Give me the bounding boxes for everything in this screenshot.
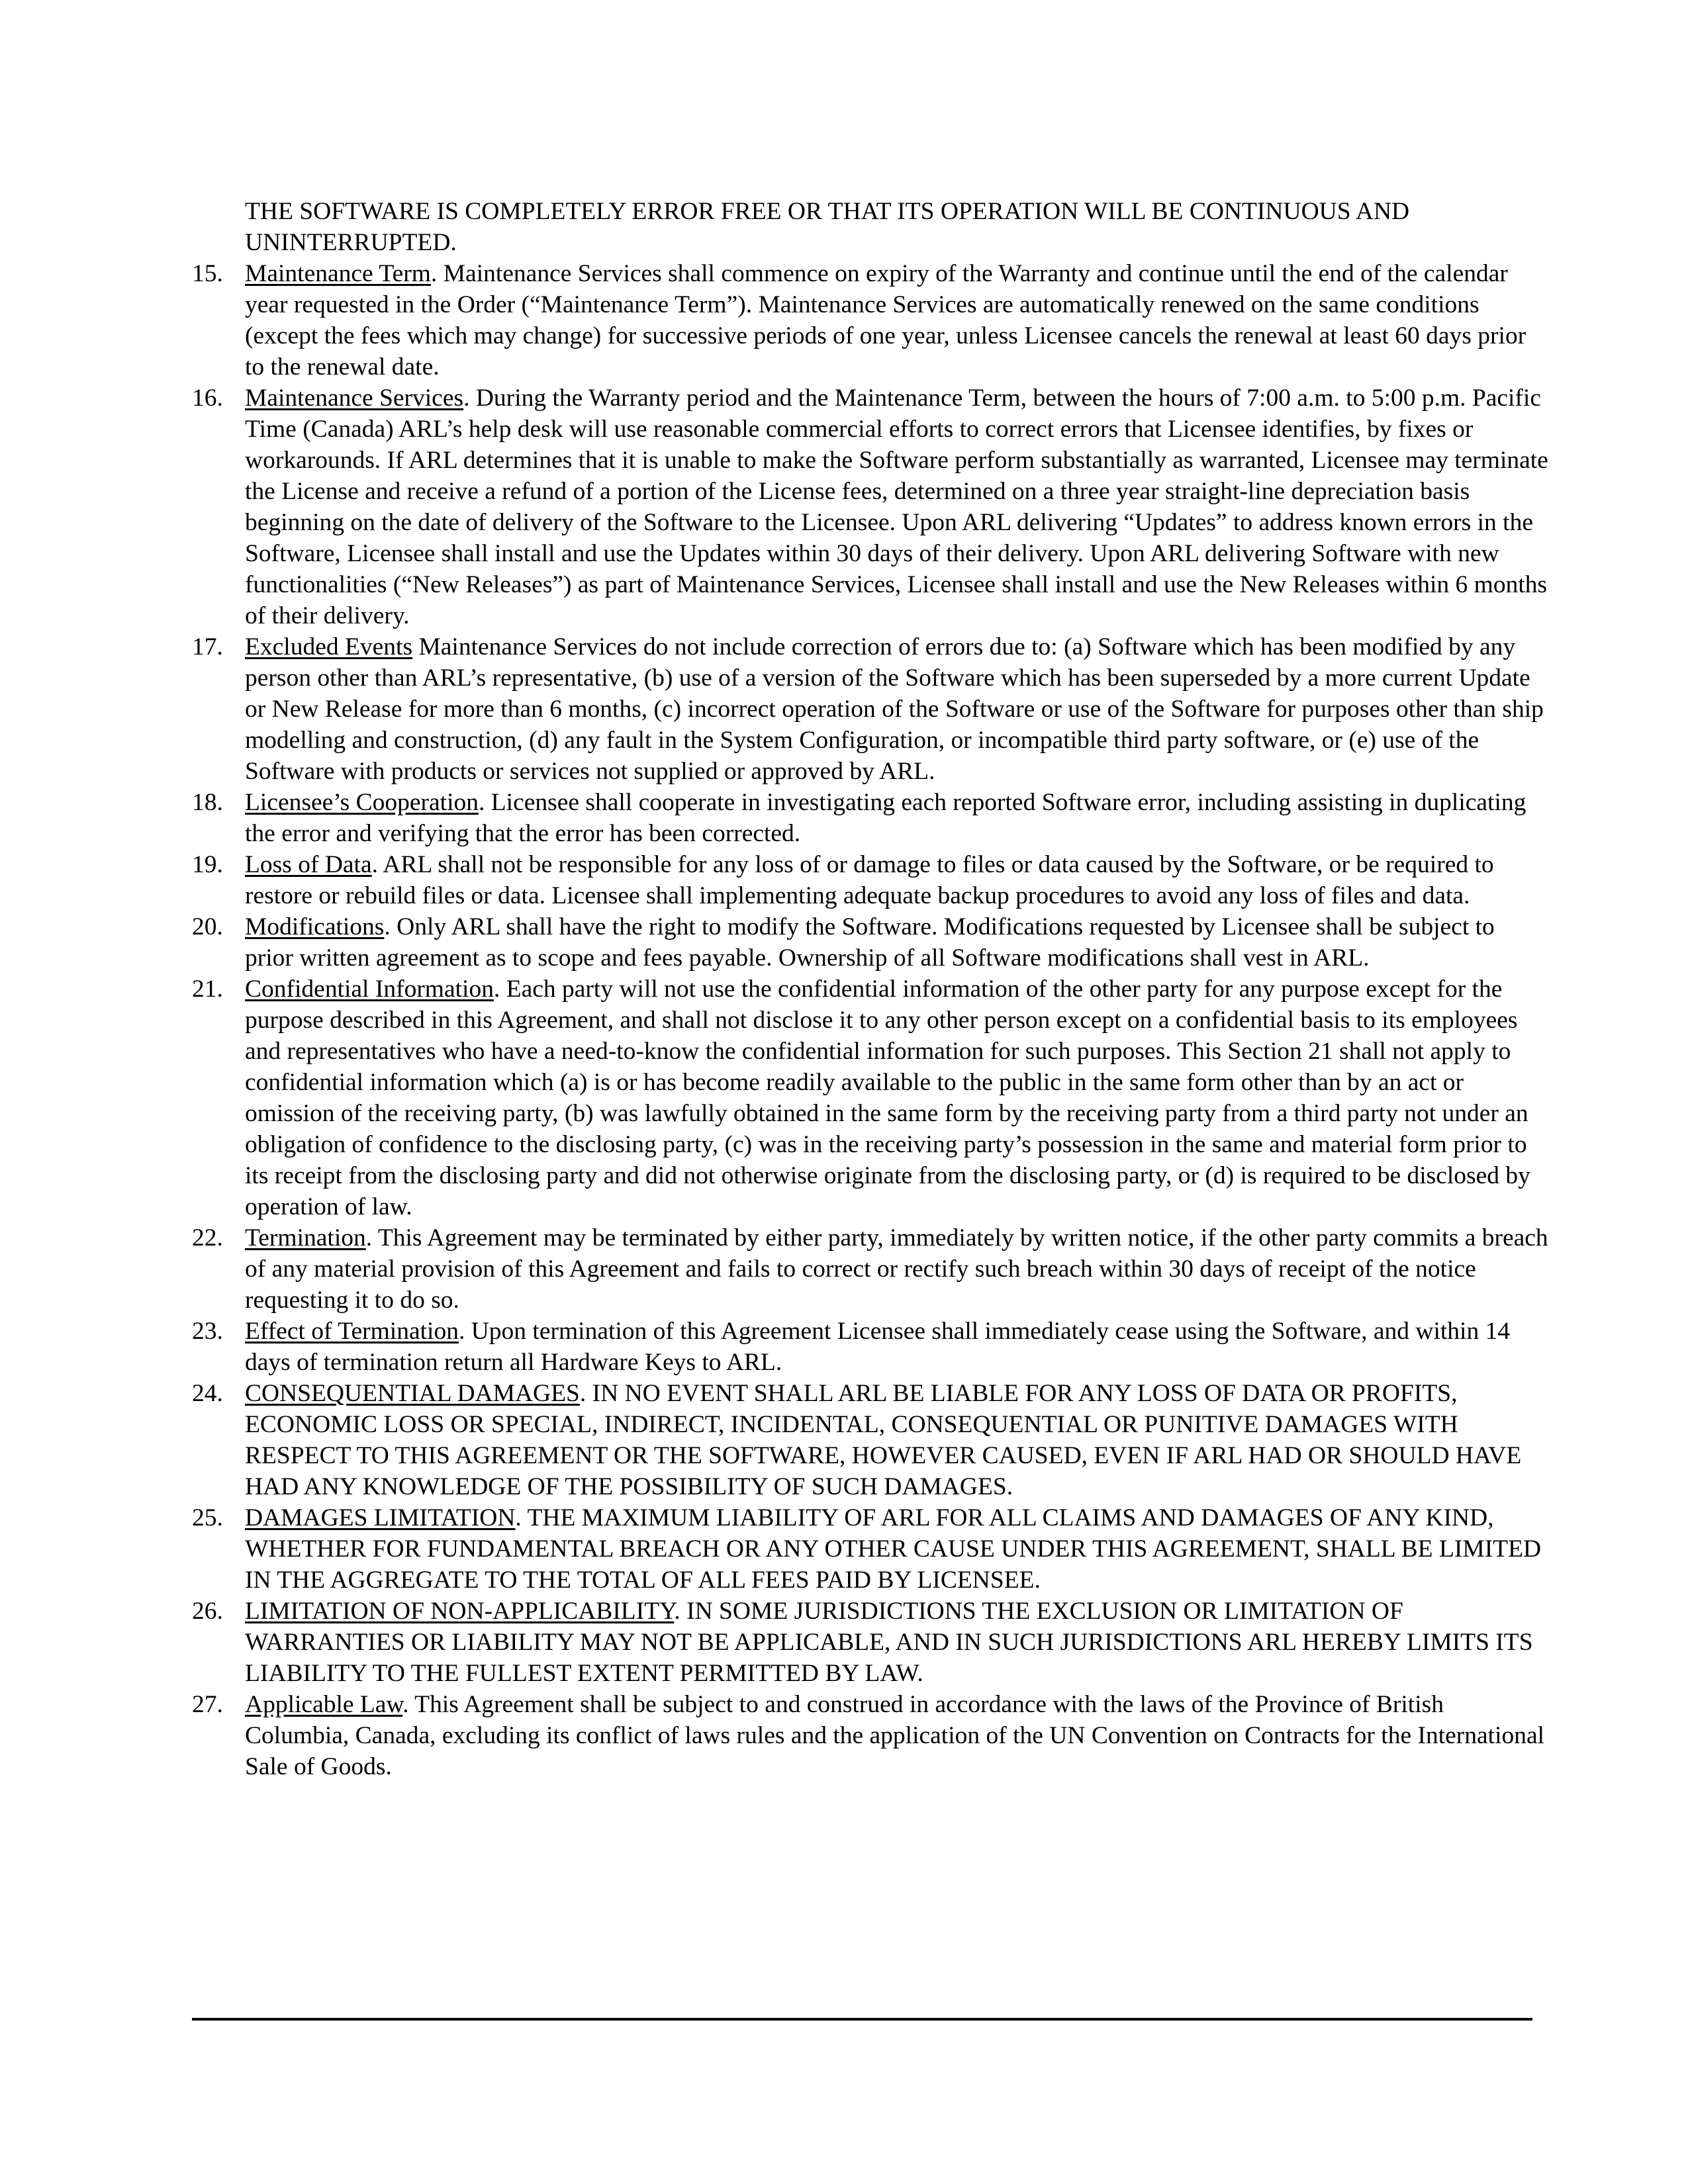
clause-number: 19. — [192, 851, 223, 878]
clause-number: 20. — [192, 913, 223, 940]
clause-25 — [192, 1502, 1549, 1596]
clause-22 — [192, 1222, 1549, 1316]
clause-heading: Loss of Data — [245, 851, 372, 878]
clause-number: 23. — [192, 1318, 223, 1345]
document-body — [192, 196, 1549, 1782]
clause-heading-punct: . — [371, 851, 378, 878]
clause-17 — [192, 631, 1549, 787]
clause-heading-punct: . — [674, 1598, 680, 1625]
clause-body: ARL shall not be responsible for any loss of or damage to files or data caused by the Software, or be required to restore or rebuild files or data. Licensee shall implementing adequate backup procedures to avoid any loss of files and data. — [245, 851, 1494, 909]
clause-heading-punct: . — [365, 1224, 373, 1251]
clause-heading: Effect of Termination — [245, 1318, 459, 1345]
clause-body: This Agreement shall be subject to and construed in accordance with the laws of the Province of British Columbia, Canada, excluding its conflict of laws rules and the application of the UN Convention on Contracts for the International Sale of Goods. — [245, 1691, 1545, 1780]
clause-body: Maintenance Services do not include correction of errors due to: (a) Software which has been modified by any person other than ARL’s representative, (b) use of a version of the Software which has been superseded by a more current Update or New Release for more than 6 months, (c) incorrect operation of the Software or use of the Software for purposes other than ship modelling and construction, (d) any fault in the System Configuration, or incompatible third party software, or (e) use of the Software with products or services not supplied or approved by ARL. — [245, 633, 1544, 785]
clause-number: 22. — [192, 1224, 223, 1251]
clause-15 — [192, 258, 1549, 383]
clause-heading-punct: . — [463, 385, 470, 412]
clause-heading: Maintenance Services — [245, 385, 464, 412]
clause-body: THE MAXIMUM LIABILITY OF ARL FOR ALL CLAIMS AND DAMAGES OF ANY KIND, WHETHER FOR FUNDAMENTAL BREACH OR ANY OTHER CAUSE UNDER THIS AGREEMENT, SHALL BE LIMITED IN THE AGGREGATE TO THE TOTAL OF ALL FEES PAID BY LICENSEE. — [245, 1504, 1542, 1594]
clause-heading-punct: . — [430, 260, 438, 287]
clause-list — [192, 258, 1549, 1782]
clause-body: During the Warranty period and the Maintenance Term, between the hours of 7:00 a.m. to 5:00 p.m. Pacific Time (Canada) ARL’s help desk will use reasonable commercial efforts to correct errors that Licensee identifies, by fixes or workarounds. If ARL determines that it is unable to make the Software perform substantially as warranted, Licensee may terminate the License and receive a refund of a portion of the License fees, determined on a three year straight-line depreciation basis beginning on the date of delivery of the Software to the Licensee. Upon ARL delivering “Updates” to address known errors in the Software, Licensee shall install and use the Updates within 30 days of their delivery. Upon ARL delivering Software with new functionalities (“New Releases”) as part of Maintenance Services, Licensee shall install and use the New Releases within 6 months of their delivery. — [245, 385, 1548, 629]
clause-body: IN NO EVENT SHALL ARL BE LIABLE FOR ANY LOSS OF DATA OR PROFITS, ECONOMIC LOSS OR SPECIAL, INDIRECT, INCIDENTAL, CONSEQUENTIAL OR PUNITIVE DAMAGES WITH RESPECT TO THIS AGREEMENT OR THE SOFTWARE, HOWEVER CAUSED, EVEN IF ARL HAD OR SHOULD HAVE HAD ANY KNOWLEDGE OF THE POSSIBILITY OF SUCH DAMAGES. — [245, 1380, 1522, 1500]
clause-21 — [192, 974, 1549, 1222]
clause-24 — [192, 1378, 1549, 1502]
clause-heading: Maintenance Term — [245, 260, 431, 287]
clause-number: 27. — [192, 1691, 223, 1718]
clause-heading: Licensee’s Cooperation — [245, 789, 479, 816]
clause-number: 25. — [192, 1504, 223, 1531]
clause-heading-punct: . — [384, 913, 391, 940]
clause-body: Only ARL shall have the right to modify the Software. Modifications requested by Licensee shall be subject to prior written agreement as to scope and fees payable. Ownership of all Software modifications shall vest in ARL. — [245, 913, 1495, 972]
clause-heading: Excluded Events — [245, 633, 413, 660]
footer-divider — [192, 2018, 1532, 2021]
clause-16 — [192, 383, 1549, 631]
clause-heading: LIMITATION OF NON-APPLICABILITY — [245, 1598, 675, 1625]
clause-body: Maintenance Services shall commence on expiry of the Warranty and continue until the end of the calendar year requested in the Order (“Maintenance Term”). Maintenance Services are automatically renewed on the same conditions (except the fees which may change) for successive periods of one year, unless Licensee cancels the renewal at least 60 days prior to the renewal date. — [245, 260, 1526, 381]
clause-number: 17. — [192, 633, 223, 660]
clause-body: This Agreement may be terminated by either party, immediately by written notice, if the other party commits a breach of any material provision of this Agreement and fails to correct or rectify such breach within 30 days of receipt of the notice requesting it to do so. — [245, 1224, 1548, 1314]
clause-number: 24. — [192, 1380, 223, 1407]
clause-19 — [192, 849, 1549, 911]
clause-18 — [192, 787, 1549, 849]
clause-27 — [192, 1689, 1549, 1782]
clause-heading: DAMAGES LIMITATION — [245, 1504, 516, 1531]
clause-body: Licensee shall cooperate in investigating each reported Software error, including assisting in duplicating the error and verifying that the error has been corrected. — [245, 789, 1526, 847]
clause-heading-punct: . — [493, 976, 500, 1003]
clause-number: 21. — [192, 976, 223, 1003]
clause-heading: Applicable Law — [245, 1691, 403, 1718]
clause-number: 15. — [192, 260, 223, 287]
clause-heading-punct: . — [479, 789, 485, 816]
clause-heading: CONSEQUENTIAL DAMAGES — [245, 1380, 580, 1407]
clause-body: Upon termination of this Agreement Licensee shall immediately cease using the Software, and within 14 days of termination return all Hardware Keys to ARL. — [245, 1318, 1511, 1376]
clause-number: 18. — [192, 789, 223, 816]
clause-heading: Termination — [245, 1224, 366, 1251]
clause-heading-punct: . — [458, 1318, 465, 1345]
clause-23 — [192, 1316, 1549, 1378]
clause-heading: Modifications — [245, 913, 385, 940]
clause-heading-punct: . — [402, 1691, 409, 1718]
clause-heading-punct: . — [515, 1504, 522, 1531]
clause-heading-punct: . — [579, 1380, 586, 1407]
clause-26 — [192, 1596, 1549, 1689]
clause-body: IN SOME JURISDICTIONS THE EXCLUSION OR LIMITATION OF WARRANTIES OR LIABILITY MAY NOT BE APPLICABLE, AND IN SUCH JURISDICTIONS ARL HEREBY LIMITS ITS LIABILITY TO THE FULLEST EXTENT PERMITTED BY LAW. — [245, 1598, 1533, 1687]
clause-body: Each party will not use the confidential information of the other party for any purpose except for the purpose described in this Agreement, and shall not disclose it to any other person except on a confidential basis to its employees and representatives who have a need-to-know the confidential information for such purposes. This Section 21 shall not apply to confidential information which (a) is or has become readily available to the public in the same form other than by an act or omission of the receiving party, (b) was lawfully obtained in the same form by the receiving party from a third party not under an obligation of confidence to the disclosing party, (c) was in the receiving party’s possession in the same and material form prior to its receipt from the disclosing party and did not otherwise originate from the disclosing party, or (d) is required to be disclosed by operation of law. — [245, 976, 1530, 1220]
clause-number: 26. — [192, 1598, 223, 1625]
clause-heading: Confidential Information — [245, 976, 494, 1003]
clause-number: 16. — [192, 385, 223, 412]
continued-clause-text: THE SOFTWARE IS COMPLETELY ERROR FREE OR THAT ITS OPERATION WILL BE CONTINUOUS AND UNINTERRUPTED. — [245, 198, 1410, 256]
clause-20 — [192, 911, 1549, 974]
